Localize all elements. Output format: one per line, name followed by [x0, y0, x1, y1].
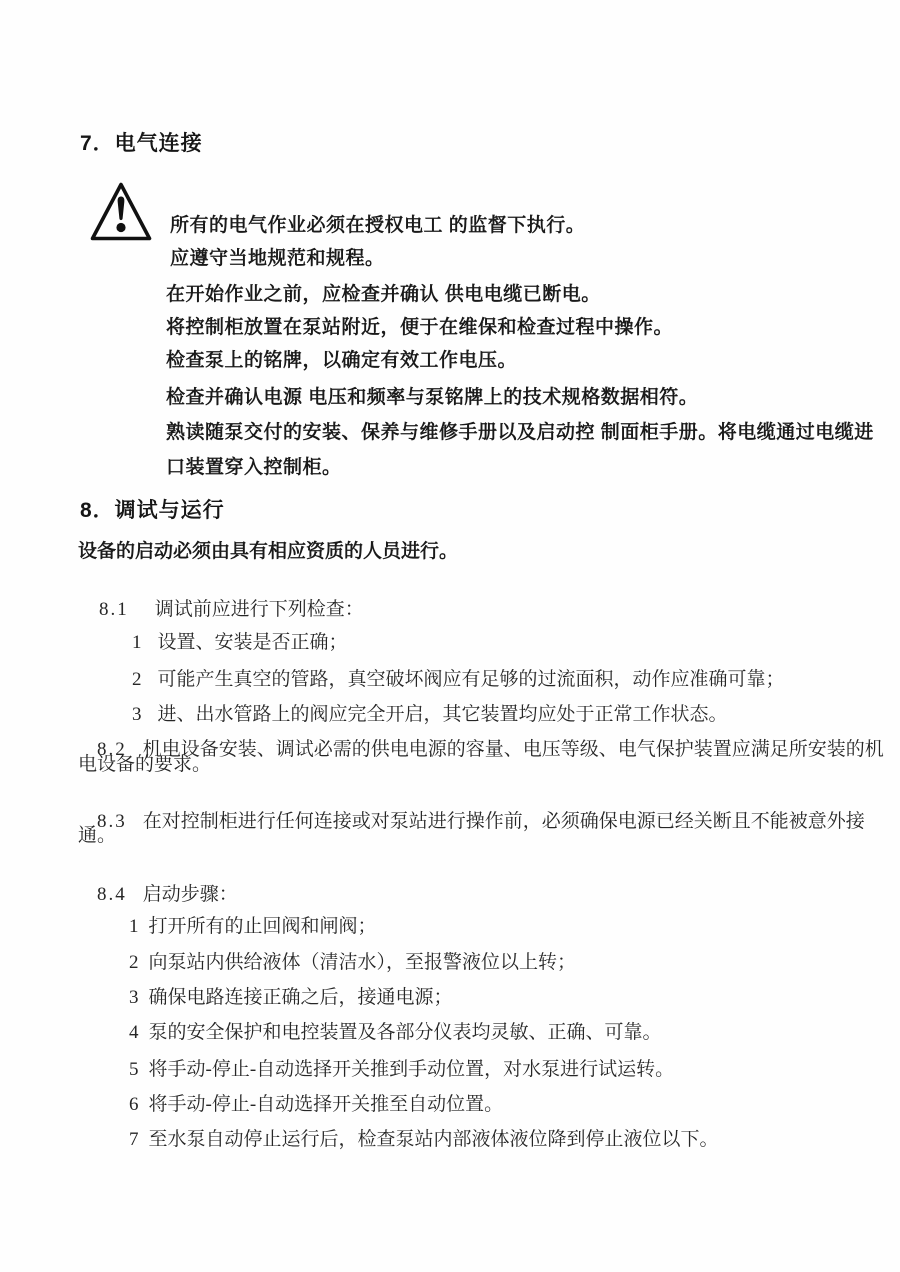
warning-text-line: 口装置穿入控制柜。 — [166, 457, 342, 478]
item-number: 3 — [129, 987, 139, 1008]
item-number: 1 — [132, 632, 142, 653]
clause-text: 在对控制柜进行任何连接或对泵站进行操作前，必须确保电源已经关断且不能被意外接 — [142, 811, 865, 832]
warning-text-line: 熟读随泵交付的安装、保养与维修手册以及启动控 制面柜手册。将电缆通过电缆进 — [166, 422, 874, 443]
clause-text: 机电设备安装、调试必需的供电电源的容量、电压等级、电气保护装置应满足所安装的机 — [142, 739, 884, 760]
item-number: 6 — [129, 1094, 139, 1115]
item-text: 至水泵自动停止运行后，检查泵站内部液体液位降到停止液位以下。 — [148, 1129, 719, 1150]
clause-text: 启动步骤： — [142, 884, 238, 905]
warning-text-line: 在开始作业之前，应检查并确认 供电电缆已断电。 — [166, 284, 601, 305]
warning-text-line: 所有的电气作业必须在授权电工 的监督下执行。 — [170, 215, 586, 236]
item-text: 将手动-停止-自动选择开关推到手动位置，对水泵进行试运转。 — [148, 1059, 675, 1080]
clause-number: 8.2 — [97, 739, 127, 760]
clause-text: 调试前应进行下列检查： — [154, 599, 364, 620]
warning-text-line: 检查并确认电源 电压和频率与泵铭牌上的技术规格数据相符。 — [166, 387, 699, 408]
clause-8-2-line2: 电设备的要求。 — [78, 754, 212, 775]
item-number: 7 — [129, 1129, 139, 1150]
warning-text-line: 将控制柜放置在泵站附近，便于在维保和检查过程中操作。 — [166, 317, 674, 338]
warning-triangle-icon — [89, 181, 153, 243]
clause-number: 8.4 — [97, 884, 127, 905]
item-number: 3 — [132, 704, 142, 725]
item-text: 将手动-停止-自动选择开关推至自动位置。 — [148, 1094, 504, 1115]
clause-number: 8.3 — [97, 811, 127, 832]
list-item-8-4-7 — [110, 1102, 719, 1173]
item-text: 进、出水管路上的阀应完全开启，其它装置均应处于正常工作状态。 — [157, 704, 728, 725]
item-text: 打开所有的止回阀和闸阀； — [148, 916, 377, 937]
warning-text-line: 检查泵上的铭牌，以确定有效工作电压。 — [166, 350, 518, 371]
clause-8-3-line1 — [78, 784, 865, 855]
warning-text-line: 应遵守当地规范和规程。 — [170, 248, 385, 269]
section-7-heading: 7．电气连接 — [80, 132, 203, 155]
item-text: 泵的安全保护和电控装置及各部分仪表均灵敏、正确、可靠。 — [148, 1022, 662, 1043]
item-number: 5 — [129, 1059, 139, 1080]
item-number: 2 — [129, 952, 139, 973]
clause-number: 8.1 — [99, 599, 129, 620]
section-8-heading: 8．调试与运行 — [80, 499, 225, 522]
item-number: 2 — [132, 669, 142, 690]
item-number: 4 — [129, 1022, 139, 1043]
intro-line: 设备的启动必须由具有相应资质的人员进行。 — [78, 541, 459, 562]
item-text: 确保电路连接正确之后，接通电源； — [148, 987, 453, 1008]
item-text: 可能产生真空的管路，真空破坏阀应有足够的过流面积，动作应准确可靠； — [157, 669, 785, 690]
clause-8-3-line2: 通。 — [78, 825, 117, 846]
item-text: 设置、安装是否正确； — [157, 632, 348, 653]
item-text: 向泵站内供给液体（清洁水），至报警液位以上转； — [148, 952, 577, 973]
item-number: 1 — [129, 916, 139, 937]
